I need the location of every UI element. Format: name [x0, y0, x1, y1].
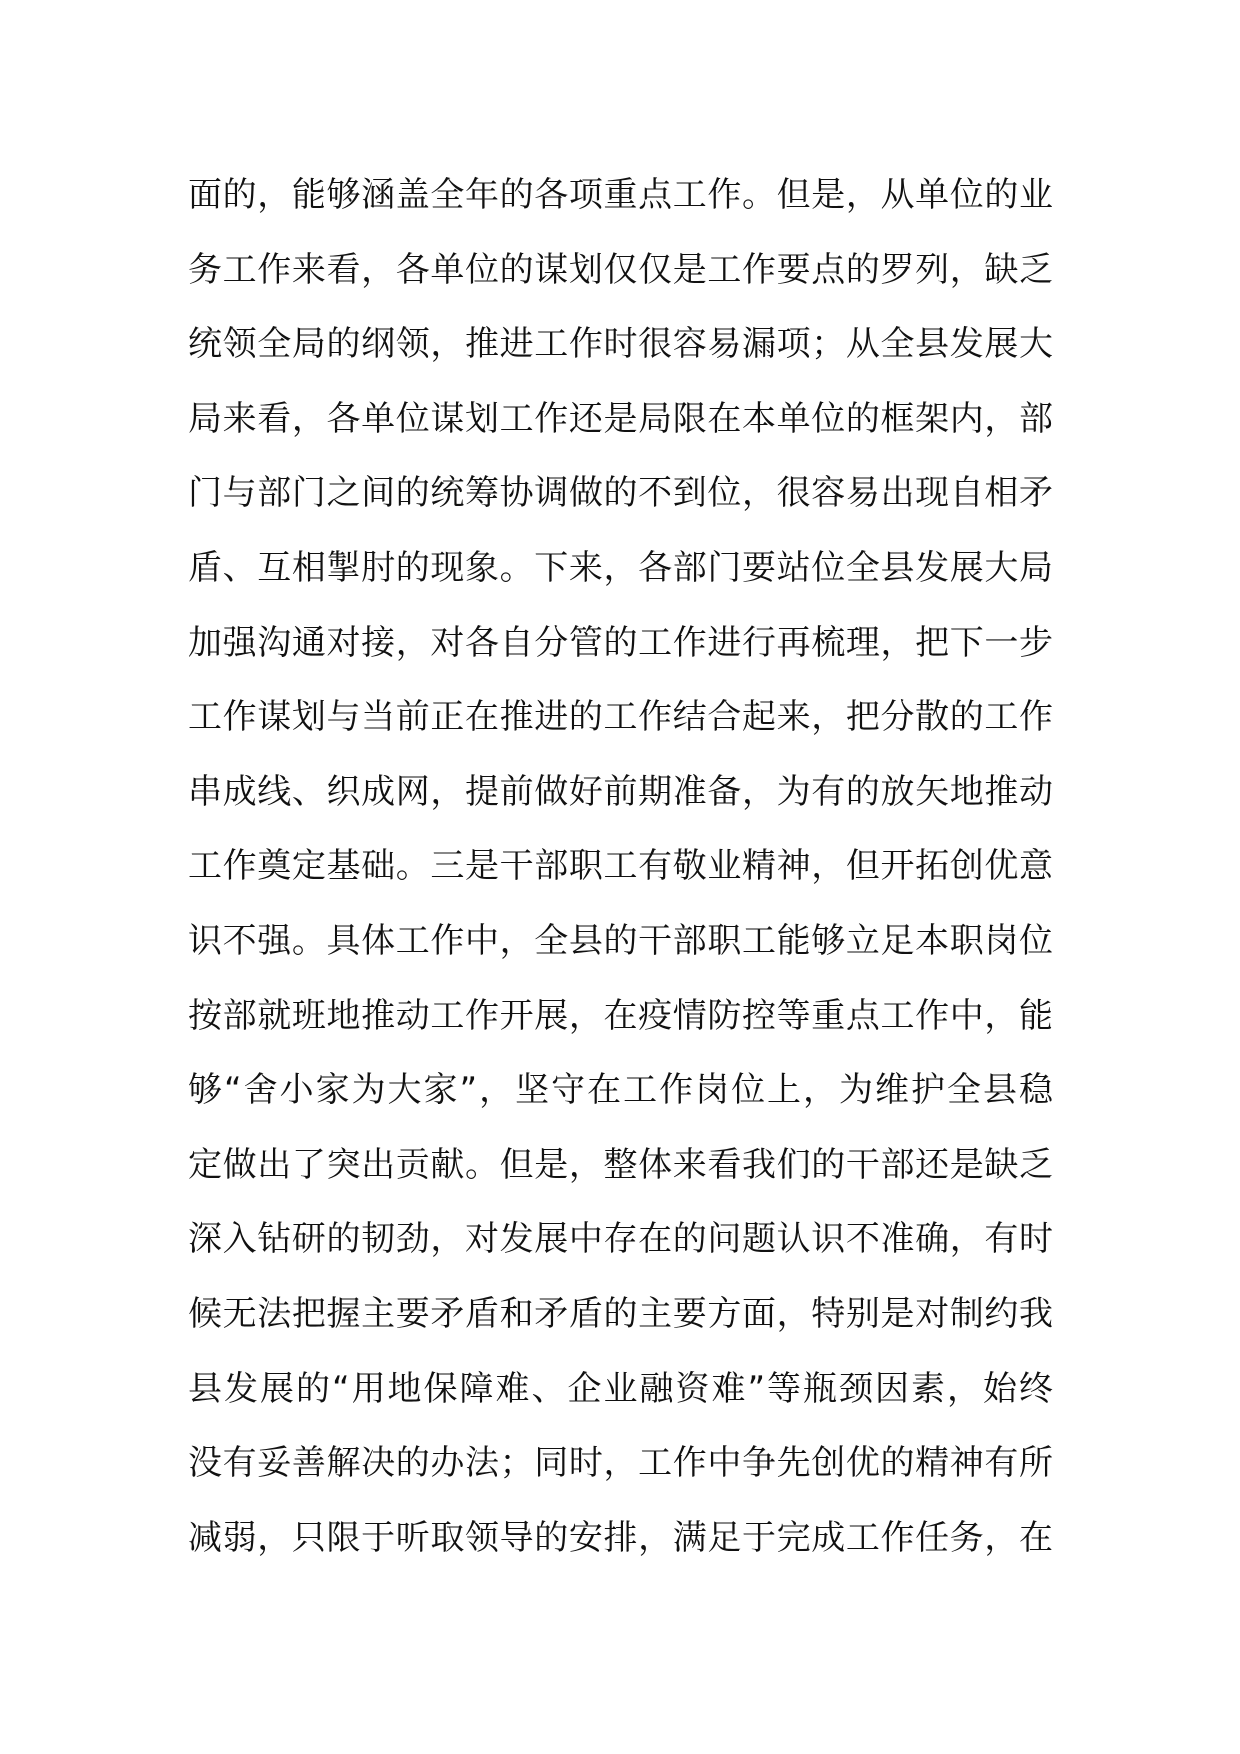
text-line-10: 工作奠定基础。三是干部职工有敬业精神，但开拓创优意	[188, 846, 1053, 887]
body-text	[188, 175, 1053, 1592]
text-line-18: 没有妥善解决的办法；同时，工作中争先创优的精神有所	[188, 1443, 1053, 1484]
text-line-11: 识不强。具体工作中，全县的干部职工能够立足本职岗位	[188, 920, 1053, 961]
text-line-1: 面的，能够涵盖全年的各项重点工作。但是，从单位的业	[188, 175, 1053, 215]
text-line-3: 统领全局的纲领，推进工作时很容易漏项；从全县发展大	[188, 324, 1053, 365]
text-line-19: 减弱，只限于听取领导的安排，满足于完成工作任务，在	[188, 1517, 1053, 1558]
text-line-5: 门与部门之间的统筹协调做的不到位，很容易出现自相矛	[188, 473, 1053, 514]
text-line-15: 深入钻研的韧劲，对发展中存在的问题认识不准确，有时	[188, 1219, 1053, 1260]
text-line-6: 盾、互相掣肘的现象。下来，各部门要站位全县发展大局	[188, 547, 1053, 588]
text-line-14: 定做出了突出贡献。但是，整体来看我们的干部还是缺乏	[188, 1144, 1053, 1185]
text-line-2: 务工作来看，各单位的谋划仅仅是工作要点的罗列，缺乏	[188, 249, 1053, 290]
text-line-12: 按部就班地推动工作开展，在疫情防控等重点工作中，能	[188, 995, 1053, 1036]
text-line-8: 工作谋划与当前正在推进的工作结合起来，把分散的工作	[188, 697, 1053, 738]
text-line-16: 候无法把握主要矛盾和矛盾的主要方面，特别是对制约我	[188, 1293, 1053, 1334]
text-line-13: 够“舍小家为大家”，坚守在工作岗位上，为维护全县稳	[188, 1070, 1053, 1111]
text-line-9: 串成线、织成网，提前做好前期准备，为有的放矢地推动	[188, 771, 1053, 812]
text-line-17: 县发展的“用地保障难、企业融资难”等瓶颈因素，始终	[188, 1368, 1053, 1409]
text-line-7: 加强沟通对接，对各自分管的工作进行再梳理，把下一步	[188, 622, 1053, 663]
text-line-4: 局来看，各单位谋划工作还是局限在本单位的框架内，部	[188, 398, 1053, 439]
